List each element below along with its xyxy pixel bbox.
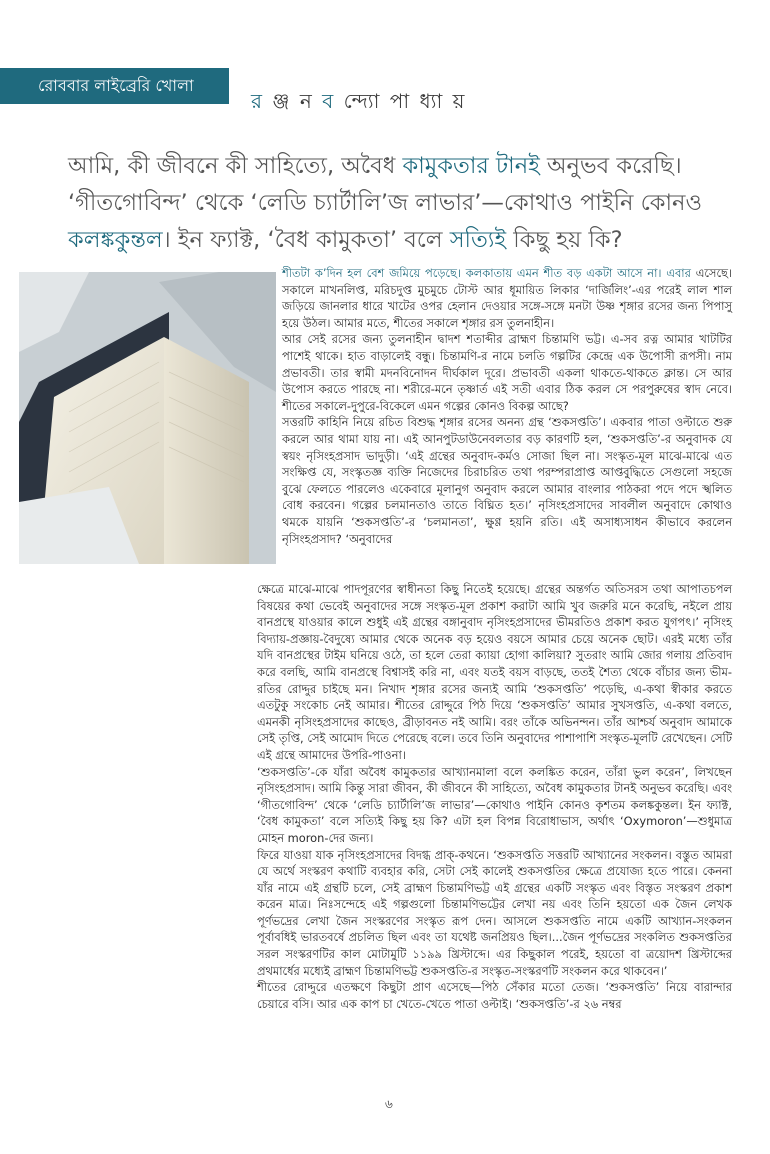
pull-quote-line-3 bbox=[68, 222, 708, 259]
article-paragraph-5: ফিরে যাওয়া যাক নৃসিংহপ্রসাদের বিদগ্ধ প্রাক্‌-কথনে। ‘শুকসপ্ততি সত্তরটি আখ্যানের সংকলন। বস্তুত আমরা যে অর্থে সংস্করণ কথাটি ব্যবহার করি, সেটা সেই কালেই শুকসপ্ততির ক্ষেত্রে প্রযোজ্য হতে পারে। কেননা যাঁর নামে এই গ্রন্থটি চলে, সেই ব্রাহ্মণ চিন্তামণিভট্ট এই গ্রন্থের একটি সংস্কৃত এবং বিস্তৃত সংস্করণ প্রকাশ করেন মাত্র। নিঃসন্দেহে এই গল্পগুলো চিন্তামণিভট্টের লেখা নয় এবং তিনি হয়তো এক জৈন লেখক পূর্ণভদ্রের লেখা জৈন সংস্করণের সংস্কৃত রূপ দেন। আসলে শুকসপ্ততি নামে একটি আখ্যান-সংকলন পূর্বাবধিই ভারতবর্ষে প্রচলিত ছিল এবং তা যথেষ্ট জনপ্রিয়ও ছিল।...জৈন পূর্ণভদ্রের সংকলিত শুকসপ্ততির সরল সংস্করণটির কাল মোটামুটি ১১৯৯ খ্রিস্টাব্দে। এর কিছুকাল পরেই, হয়তো বা ত্রয়োদশ খ্রিস্টাব্দের প্রথমার্ধের মধ্যেই ব্রাহ্মণ চিন্তামণিভট্ট শুকসপ্ততি-র সংস্কৃত-সংস্করণটি সংকলন করে থাকবেন।’ bbox=[257, 847, 732, 978]
author-part-1: ঞ্জ ন bbox=[264, 89, 323, 113]
pull-quote-text: । ইন ফ্যাক্ট, ‘বৈধ কামুকতা’ বলে bbox=[162, 227, 450, 253]
article-paragraph-2: আর সেই রসের জন্য তুলনাহীন দ্বাদশ শতাব্দীর ব্রাহ্মণ চিন্তামণি ভট্ট। এ-সব রত্ন আমার খাটটির পাশেই থাকে। হাত বাড়ালেই বন্ধু। চিন্তামণি-র নামে চলতি গল্পটির কেন্দ্রে এক উপোসী রূপসী। নাম প্রভাবতী। তার স্বামী মদনবিনোদন দীর্ঘকাল দূরে। প্রভাবতী একলা থাকতে-থাকতে ক্লান্ত। সে আর উপোস করতে পারছে না। শরীরে-মনে তৃষ্ণার্ত এই সতী এবার ঠিক করল সে পরপুরুষের স্বাদ নেবে। শীতের সকালে-দুপুরে-বিকেলে এমন গল্পের কোনও বিকল্প আছে? bbox=[282, 332, 732, 413]
article-paragraph-1-rest: এসেছে। সকালে মাখনলিপ্ত, মরিচদুপ্ত মুচমুচে টোস্ট আর ধূমায়িত লিকার ‘দার্জিলিং’-এর পরেই লাল শাল জড়িয়ে জানলার ধারে খাটের ওপর হেলান দেওয়ার সঙ্গে-সঙ্গে মনটা উষ্ণ শৃঙ্গার রসের জন্য পিপাসু হয়ে উঠল। আমার মতে, শীতের সকালে শৃঙ্গার রস তুলনাহীন। bbox=[282, 266, 733, 330]
pull-quote-highlight: কলঙ্ককুন্তল bbox=[68, 227, 163, 253]
article-body-full bbox=[257, 581, 732, 1012]
pull-quote-text: অনুভব করেছি। bbox=[539, 153, 682, 179]
author-name bbox=[251, 88, 466, 114]
article-paragraph-6: শীতের রোদ্দুরে এতক্ষণে কিছুটা প্রাণ এসেছে—পিঠ সেঁকার মতো তেজ। ‘শুকসপ্ততি’ নিয়ে বারান্দার চেয়ারে বসি। আর এক কাপ চা খেতে-খেতে পাতা ওল্টাই। ‘শুকসপ্ততি’-র ২৬ নম্বর bbox=[257, 980, 732, 1011]
article-body-top bbox=[282, 265, 732, 547]
article-paragraph-1 bbox=[282, 265, 732, 331]
page-number: ৬ bbox=[385, 1097, 393, 1111]
article-paragraph-4: ‘শুকসপ্ততি’-কে যাঁরা অবৈধ কামুকতার আখ্যানমালা বলে কলঙ্কিত করেন, তাঁরা ভুল করেন’, লিখছেন নৃসিংহপ্রসাদ। আমি কিন্তু সারা জীবন, কী জীবনে কী সাহিত্যে, অবৈধ কামুকতার টানই অনুভব করেছি। এবং ‘গীতগোবিন্দ’ থেকে ‘লেডি চ্যার্টালি’জ লাভার’—কোথাও পাইনি কোনও কৃশতম কলঙ্ককুন্তল। ইন ফ্যাক্ট, ‘বৈধ কামুকতা’ বলে সত্যিই কিছু হয় কি? এটা হল বিপন্ন বিরোধাভাস, অর্থাৎ ‘Oxymoron’—শুধুমাত্র মোহন moron-দের জন্য। bbox=[257, 764, 732, 845]
book-pages-illustration bbox=[19, 272, 276, 564]
pull-quote-line-2: ‘গীতগোবিন্দ’ থেকে ‘লেডি চ্যার্টালি’জ লাভার’—কোথাও পাইনি কোনও bbox=[68, 190, 703, 216]
article-paragraph-3-top: সত্তরটি কাহিনি নিয়ে রচিত বিশুদ্ধ শৃঙ্গার রসের অনন্য গ্রন্থ ‘শুকসপ্ততি’। একবার পাতা ওল্টাতে শুরু করলে আর থামা যায় না। এই আনপুটডাউনেবলতার বড় কারণটি হল, ‘শুকসপ্ততি’-র অনুবাদক যে স্বয়ং নৃসিংহপ্রসাদ ভাদুড়ী। ‘এই গ্রন্থের অনুবাদ-কর্মও সোজা ছিল না। সংস্কৃত-মূল মাঝে-মাঝে এত সংক্ষিপ্ত যে, সংস্কৃতজ্ঞ ব্যক্তি নিজেদের চিরাচরিত তথা পরম্পরাপ্রাপ্ত আপ্তবুদ্ধিতে সেগুলো সহজে বুঝে ফেলতে পারলেও একেবারে মূলানুগ অনুবাদ করলে আমার বাংলার পাঠকরা পদে পদে স্খলিত বোধ করবেন। গল্পের চলমানতাও তাতে বিঘ্নিত হত।’ নৃসিংহপ্রসাদের সাবলীল অনুবাদে কোথাও থমকে যায়নি ‘শুকসপ্ততি’-র ‘চলমানতা’, ক্ষুণ্ণ হয়নি রতি। এই অসাধ্যসাধন কীভাবে করলেন নৃসিংহপ্রসাদ? ‘অনুবাদের bbox=[282, 415, 732, 546]
pull-quote-highlight: কামুকতার টানই bbox=[402, 153, 540, 179]
author-part-2: ন্দ্যো পা ধ্যা য় bbox=[335, 89, 467, 113]
pull-quote-text: কিছু হয় কি? bbox=[506, 227, 623, 253]
book-pages-photo bbox=[19, 272, 276, 564]
section-tag: রোববার লাইব্রেরি খোলা bbox=[38, 76, 194, 95]
article-paragraph-3-bottom: ক্ষেত্রে মাঝে-মাঝে পাদপূরণের স্বাধীনতা কিছু নিতেই হয়েছে। গ্রন্থের অন্তর্গত অতিসরস তথা আপাতচপল বিষয়ের কথা ভেবেই অনুবাদের সঙ্গে সংস্কৃত-মূল প্রকাশ করাটা আমি খুব জরুরি মনে করেছি, নইলে প্রায় বানপ্রস্থে যাওয়ার কালে শুধুই এই গ্রন্থের বঙ্গানুবাদ নৃসিংহপ্রসাদের ভীমরতিও প্রকাশ করত যুগপৎ।’ নৃসিংহ বিদ্যায়-প্রজ্ঞায়-বৈদুষ্যে আমার থেকে অনেক বড় হয়েও বয়সে আমার চেয়ে অনেক ছোট। এরই মধ্যে তাঁর যদি বানপ্রস্থের টাইম ঘনিয়ে ওঠে, তা হলে তেরা ক্যায়া হোগা কালিয়া? সুতরাং আমি জোর গলায় প্রতিবাদ করে বলছি, আমি বানপ্রস্থে বিশ্বাসই করি না, এবং যতই বয়স বাড়ছে, ততই শৈত্য থেকে বাঁচার জন্য ভীম-রতির রোদ্দুর চাইছে মন। নিখাদ শৃঙ্গার রসের জন্যই আমি ‘শুকসপ্ততি’ পড়েছি, এ-কথা স্বীকার করতে এতটুকু সংকোচ নেই আমার। শীতের রোদ্দুরে পিঠ দিয়ে ‘শুকসপ্ততি’ আমার সুখসপ্ততি, এ-কথা বলতে, এমনকী নৃসিংহপ্রসাদের কাছেও, ব্রীড়াবনত নই আমি। বরং তাঁকে অভিনন্দন। তাঁর আশ্চর্য অনুবাদ আমাকে সেই তৃপ্তি, সেই আমোদ দিতে পেরেছে বলে। তবে তিনি অনুবাদের পাশাপাশি সংস্কৃত-মূলটি রেখেছেন। সেটি এই গ্রন্থে আমাদের উপরি-পাওনা। bbox=[257, 582, 732, 762]
article-lead-line: শীতটা ক’দিন হল বেশ জমিয়ে পড়েছে। কলকাতায় এমন শীত বড় একটা আসে না। এবার bbox=[282, 266, 691, 280]
pull-quote bbox=[68, 148, 708, 259]
author-initial-2: ব bbox=[322, 89, 336, 113]
author-initial-1: র bbox=[251, 89, 265, 113]
pull-quote-text: আমি, কী জীবনে কী সাহিত্যে, অবৈধ bbox=[68, 153, 403, 179]
pull-quote-highlight: সত্যিই bbox=[449, 227, 507, 253]
pull-quote-line-1 bbox=[68, 148, 708, 185]
